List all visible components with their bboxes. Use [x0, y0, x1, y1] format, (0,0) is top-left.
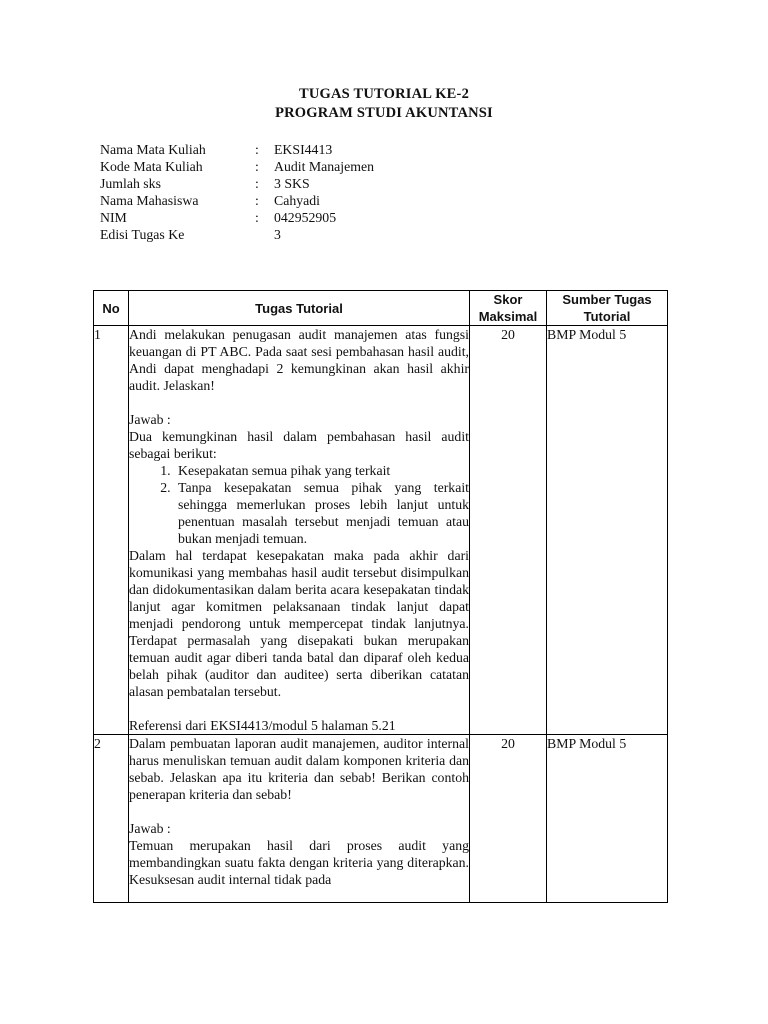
answer-list — [129, 462, 469, 547]
document-title: TUGAS TUTORIAL KE-2 — [298, 86, 470, 102]
table-row — [94, 735, 668, 903]
answer-list-item: 2. Tanpa kesepakatan semua pihak yang terkait sehingga memerlukan proses lebih lanjut untuk penentuan masalah tersebut menjadi temuan atau bukan menjadi temuan. — [174, 479, 469, 547]
info-label: Jumlah sks — [100, 176, 161, 191]
info-colon: : — [255, 176, 259, 191]
row-number: 1 — [94, 326, 129, 735]
info-label: Edisi Tugas Ke — [100, 227, 185, 242]
info-colon: : — [255, 210, 259, 225]
document-subtitle: PROGRAM STUDI AKUNTANSI — [275, 105, 493, 121]
info-colon: : — [255, 193, 259, 208]
info-value: 3 — [274, 227, 281, 242]
header-max-score-line1: Skor — [493, 292, 523, 307]
info-value: EKSI4413 — [274, 142, 333, 157]
answer-label: Jawab : — [129, 412, 171, 427]
header-no: No — [94, 291, 129, 326]
max-score: 20 — [470, 326, 547, 735]
reference-text: Referensi dari EKSI4413/modul 5 halaman 5.21 — [129, 718, 396, 733]
answer-intro: Dua kemungkinan hasil dalam pembahasan hasil audit sebagai berikut: — [129, 429, 469, 461]
table-row — [94, 326, 668, 735]
info-colon: : — [255, 159, 259, 174]
info-label: Nama Mahasiswa — [100, 193, 199, 208]
answer-label: Jawab : — [129, 821, 171, 836]
header-source-line1: Sumber Tugas — [562, 292, 652, 307]
info-value: 042952905 — [274, 210, 337, 225]
info-label: Kode Mata Kuliah — [100, 159, 203, 174]
answer-list-item: 1. Kesepakatan semua pihak yang terkait — [174, 462, 469, 479]
info-colon: : — [255, 142, 259, 157]
question-text: Dalam pembuatan laporan audit manajemen, auditor internal harus menuliskan temuan audit dalam komponen kriteria dan sebab. Jelaskan apa itu kriteria dan sebab! Berikan contoh penerapan kriteria dan sebab! — [129, 736, 469, 802]
tutorial-task-table — [93, 290, 668, 903]
info-label: Nama Mata Kuliah — [100, 142, 206, 157]
info-value: Audit Manajemen — [274, 159, 375, 174]
header-source — [547, 291, 668, 326]
task-source: BMP Modul 5 — [547, 735, 668, 903]
info-value: Cahyadi — [274, 193, 320, 208]
info-value: 3 SKS — [274, 176, 310, 191]
header-task: Tugas Tutorial — [129, 291, 470, 326]
max-score: 20 — [470, 735, 547, 903]
task-cell — [129, 326, 470, 735]
header-source-line2: Tutorial — [583, 309, 631, 324]
task-source: BMP Modul 5 — [547, 326, 668, 735]
answer-body: Dalam hal terdapat kesepakatan maka pada akhir dari komunikasi yang membahas hasil audit tersebut disimpulkan dan didokumentasikan dalam berita acara kesepakatan tindak lanjut agar komitmen pelaksanaan tindak lanjut dapat menjadi pendorong untuk mempercepat tindak lanjutnya. Terdapat permasalah yang disepakati bukan merupakan temuan audit agar diberi tanda batal dan diparaf oleh kedua belah pihak (auditor dan auditee) serta diberikan catatan alasan pembatalan tersebut. — [129, 548, 469, 699]
header-max-score — [470, 291, 547, 326]
row-number: 2 — [94, 735, 129, 903]
header-max-score-line2: Maksimal — [478, 309, 538, 324]
info-label: NIM — [100, 210, 127, 225]
table-header-row — [94, 291, 668, 326]
task-cell — [129, 735, 470, 903]
task-cell-content — [129, 735, 469, 902]
question-text: Andi melakukan penugasan audit manajemen atas fungsi keuangan di PT ABC. Pada saat sesi pembahasan hasil audit, Andi dapat menghadapi 2 kemungkinan akan hasil akhir audit. Jelaskan! — [129, 327, 469, 393]
answer-body: Temuan merupakan hasil dari proses audit yang membandingkan suatu fakta dengan kriteria yang diterapkan. Kesuksesan audit internal tidak pada — [129, 838, 469, 887]
